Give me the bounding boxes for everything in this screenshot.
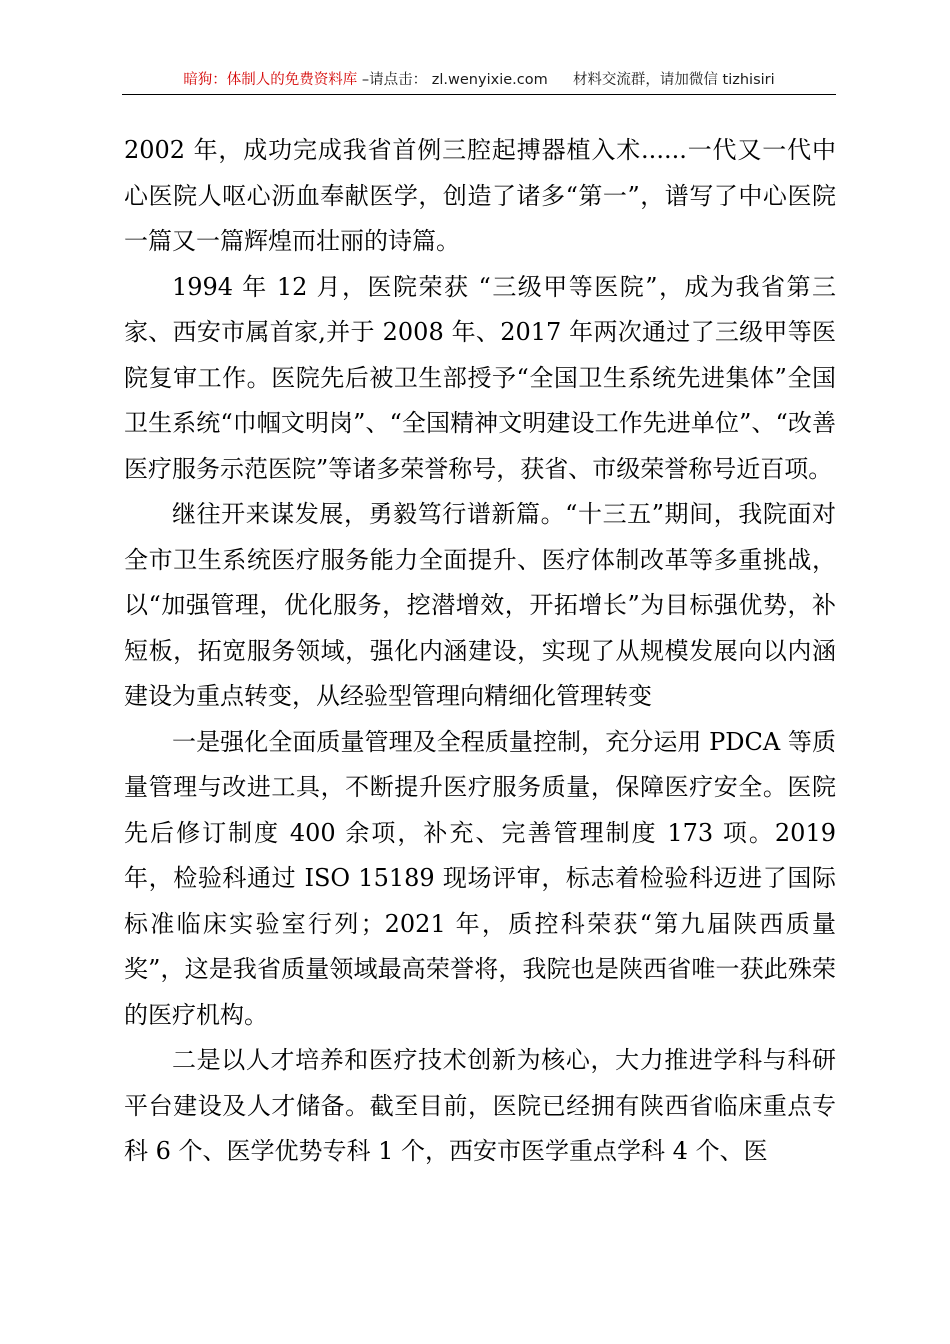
page-header (122, 68, 836, 95)
header-url-link[interactable]: zl.wenyixie.com (431, 72, 548, 88)
document-body (124, 128, 836, 1175)
header-group-text: 材料交流群，请加微信 tizhisiri (572, 72, 775, 88)
paragraph-1: 2002 年，成功完成我省首例三腔起搏器植入术......一代又一代中心医院人呕心沥血奉献医学，创造了诸多“第一”，谱写了中心医院一篇又一篇辉煌而壮丽的诗篇。 (124, 136, 836, 255)
header-site-name: 暗狗：体制人的免费资料库 (183, 72, 358, 88)
paragraph-2: 1994 年 12 月，医院荣获 “三级甲等医院”，成为我省第三家、西安市属首家,并于 2008 年、2017 年两次通过了三级甲等医院复审工作。医院先后被卫生部授予“全国卫生系统先进集体”全国卫生系统“巾帼文明岗”、“全国精神文明建设工作先进单位”、“改善医疗服务示范医院”等诸多荣誉称号，获省、市级荣誉称号近百项。 (124, 272, 836, 483)
paragraph-3: 继往开来谋发展，勇毅笃行谱新篇。“十三五”期间，我院面对全市卫生系统医疗服务能力全面提升、医疗体制改革等多重挑战，以“加强管理，优化服务，挖潜增效，开拓增长”为目标强优势，补短板，拓宽服务领域，强化内涵建设，实现了从规模发展向以内涵建设为重点转变，从经验型管理向精细化管理转变 (124, 500, 836, 710)
paragraph-5: 二是以人才培养和医疗技术创新为核心，大力推进学科与科研平台建设及人才储备。截至目前，医院已经拥有陕西省临床重点专科 6 个、医学优势专科 1 个，西安市医学重点学科 4 个、医 (124, 1046, 836, 1165)
header-click-prompt: –请点击： (361, 72, 428, 88)
paragraph-4: 一是强化全面质量管理及全程质量控制，充分运用 PDCA 等质量管理与改进工具，不断提升医疗服务质量，保障医疗安全。医院先后修订制度 400 余项，补充、完善管理制度 173 项。2019 年，检验科通过 ISO 15189 现场评审，标志着检验科迈进了国际标准临床实验室行列；2021 年，质控科荣获“第九届陕西质量奖”，这是我省质量领域最高荣誉将，我院也是陕西省唯一获此殊荣的医疗机构。 (124, 727, 836, 1029)
